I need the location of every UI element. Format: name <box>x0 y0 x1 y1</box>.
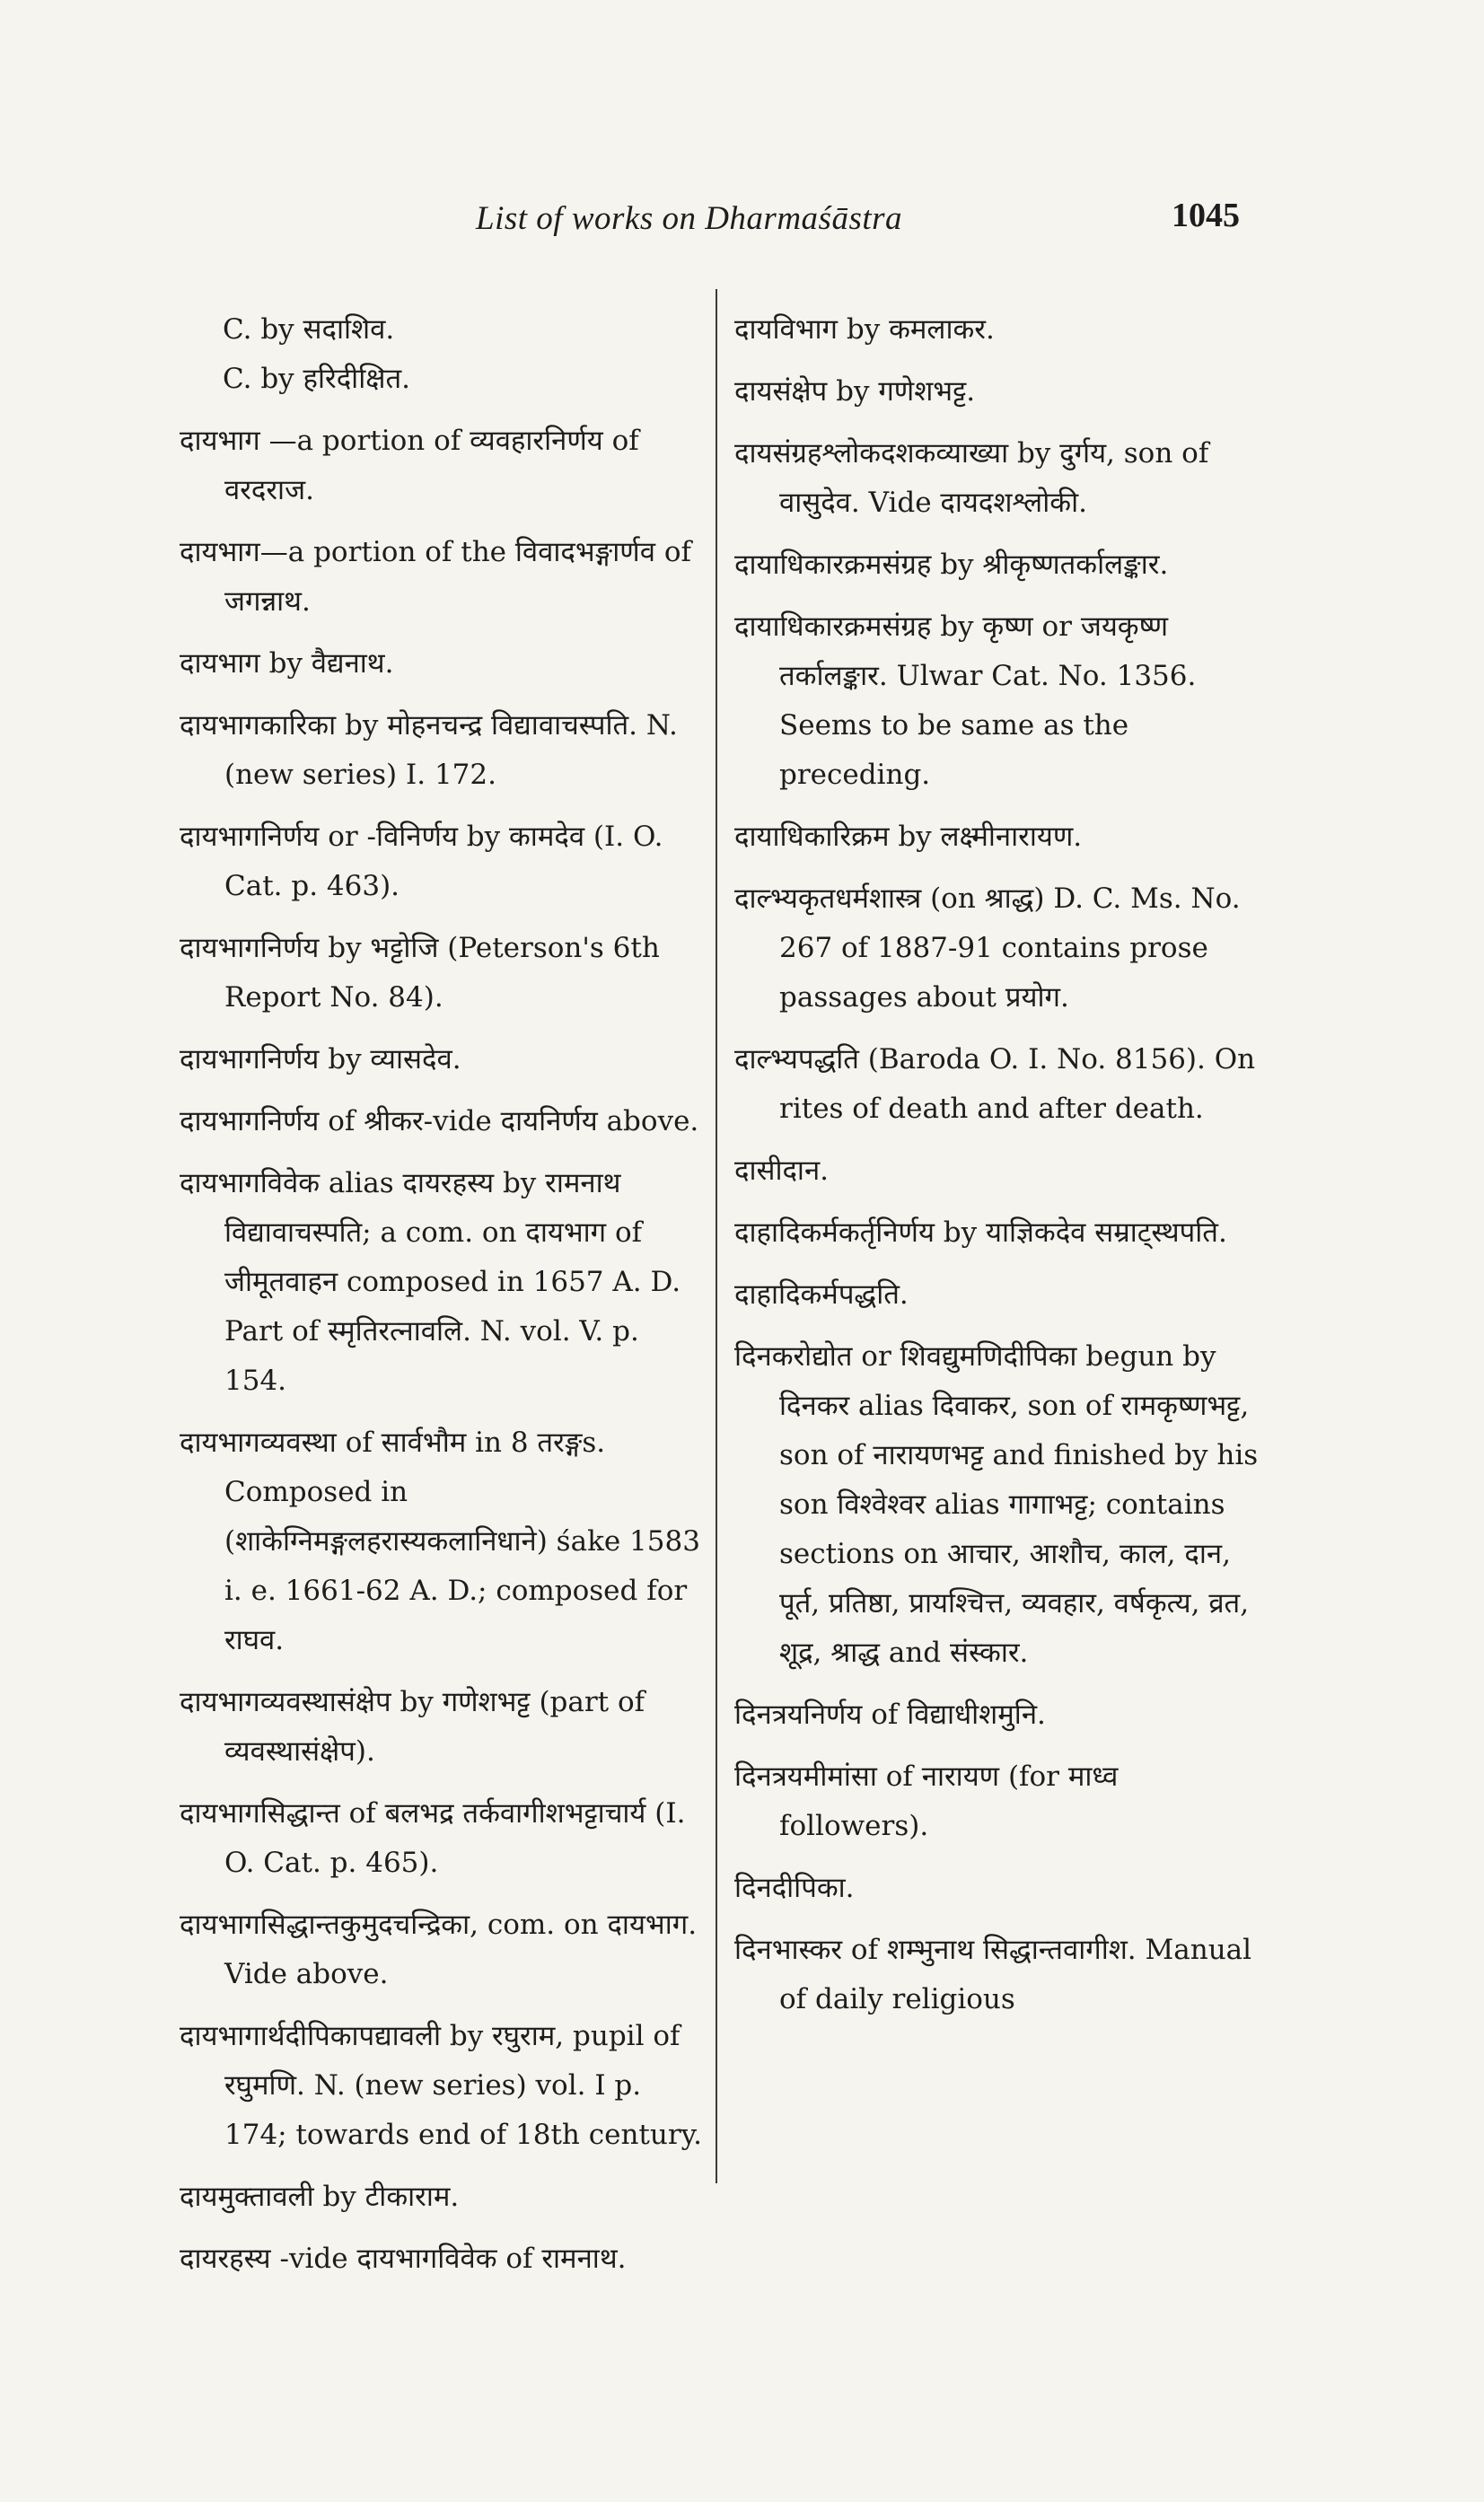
entry: दायविभाग by कमलाकर. <box>734 313 995 346</box>
entry: दाल्भ्यकृतधर्मशास्त्र (on श्राद्ध) D. C. Ms. No. 267 of 1887-91 contains prose passages about प्रयोग. <box>734 882 1241 1014</box>
page-number: 1045 <box>1172 197 1240 234</box>
entry: दायभाग —a portion of व्यवहारनिर्णय of वरदराज. <box>180 425 639 506</box>
page-header <box>0 199 1484 253</box>
entry: दाल्भ्यपद्धति (Baroda O. I. No. 8156). On rites of death and after death. <box>734 1043 1256 1125</box>
entry: दिनकरोद्योत or शिवद्युमणिदीपिका begun by दिनकर alias दिवाकर, son of रामकृष्णभट्ट, son of नारायणभट्ट and finished by his son विश्वेश्वर alias गागाभट्ट; contains sections on आचार, आशौच, काल, दान, पूर्त, प्रतिष्ठा, प्रायश्चित्त, व्यवहार, वर्षकृत्य, व्रत, शूद्र, श्राद्ध and संस्कार. <box>734 1340 1259 1669</box>
entry: दायभागनिर्णय by व्यासदेव. <box>180 1043 461 1075</box>
entry: दायभागनिर्णय by भट्टोजि (Peterson's 6th Report No. 84). <box>180 932 660 1014</box>
entry: दायाधिकारिक्रम by लक्ष्मीनारायण. <box>734 821 1083 853</box>
right-column <box>734 305 1260 2037</box>
entry: दायरहस्य -vide दायभागविवेक of रामनाथ. <box>180 2243 627 2275</box>
entry: दायभागकारिका by मोहनचन्द्र विद्यावाचस्पति. N. (new series) I. 172. <box>180 709 678 791</box>
entry: दायाधिकारक्रमसंग्रह by कृष्ण or जयकृष्ण तर्कालङ्कार. Ulwar Cat. No. 1356. Seems to be same as the preceding. <box>734 610 1197 791</box>
entry: दाहादिकर्मपद्धति. <box>734 1278 909 1311</box>
entry: दायभागनिर्णय of श्रीकर-vide दायनिर्णय above. <box>180 1105 699 1137</box>
entry: दिनदीपिका. <box>734 1872 855 1904</box>
entry: दायमुक्तावली by टीकाराम. <box>180 2181 460 2213</box>
entry: दायभागविवेक alias दायरहस्य by रामनाथ विद्यावाचस्पति; a com. on दायभाग of जीमूतवाहन composed in 1657 A. D. Part of स्मृतिरत्नावलि. N. vol. V. p. 154. <box>180 1167 681 1397</box>
entry: दासीदान. <box>734 1154 830 1187</box>
entry: दायभागार्थदीपिकापद्यावली by रघुराम, pupil of रघुमणि. N. (new series) vol. I p. 174; towards end of 18th century. <box>180 2020 702 2151</box>
entry: दिनभास्कर of शम्भुनाथ सिद्धान्तवागीश. Manual of daily religious <box>734 1934 1252 2015</box>
entry: दायभागसिद्धान्त of बलभद्र तर्कवागीशभट्टाचार्य (I. O. Cat. p. 465). <box>180 1797 686 1879</box>
entry: दायभाग by वैद्यनाथ. <box>180 647 394 680</box>
running-title: List of works on Dharmaśāstra <box>476 200 903 237</box>
entry: दायभागनिर्णय or -विनिर्णय by कामदेव (I. O. Cat. p. 463). <box>180 821 663 902</box>
entry: दिनत्रयनिर्णय of विद्याधीशमुनि. <box>734 1699 1046 1731</box>
entry: दायाधिकारक्रमसंग्रह by श्रीकृष्णतर्कालङ्कार. <box>734 549 1169 581</box>
entry: C. by हरिदीक्षित. <box>223 363 410 395</box>
column-divider <box>716 289 717 2183</box>
entry: दायसंग्रहश्लोकदशकव्याख्या by दुर्गय, son of वासुदेव. Vide दायदशश्लोकी. <box>734 437 1209 519</box>
entry: दायभाग—a portion of the विवादभङ्गार्णव of जगन्नाथ. <box>180 536 691 618</box>
entry: दायभागव्यवस्थासंक्षेप by गणेशभट्ट (part of व्यवस्थासंक्षेप). <box>180 1686 645 1768</box>
entry: दायभागव्यवस्था of सार्वभौम in 8 तरङ्गs. Composed in (शाकेग्निमङ्गलहरास्यकलानिधाने) śake 1583 i. e. 1661-62 A. D.; composed for राघव. <box>180 1427 700 1656</box>
entry: दिनत्रयमीमांसा of नारायण (for माध्व followers). <box>734 1760 1119 1842</box>
entry: दायसंक्षेप by गणेशभट्ट. <box>734 375 976 408</box>
entry: दाहादिकर्मकर्तृनिर्णय by याज्ञिकदेव सम्राट्स्थपति. <box>734 1216 1227 1249</box>
left-column <box>180 305 705 2296</box>
entry: दायभागसिद्धान्तकुमुदचन्द्रिका, com. on दायभाग. Vide above. <box>180 1909 698 1990</box>
entry: C. by सदाशिव. <box>223 313 395 346</box>
